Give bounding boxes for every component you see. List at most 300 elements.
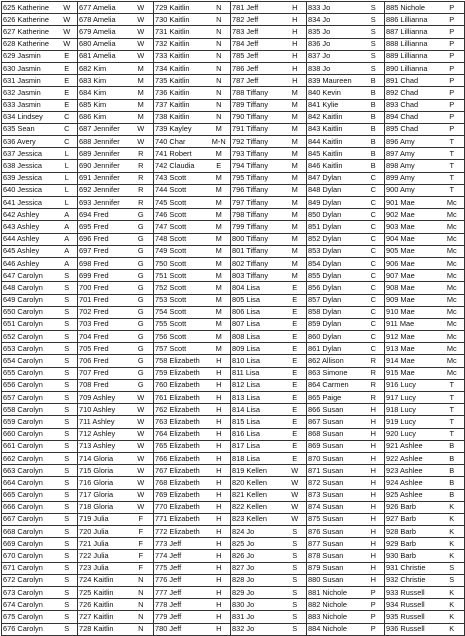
entry-name-cell: 911 Mae: [385, 318, 440, 330]
table-row: [2, 574, 465, 586]
table-row: [2, 75, 465, 87]
entry-name-cell: 851 Dylan: [307, 221, 363, 233]
entry-code-cell: H: [363, 440, 385, 452]
entry-name-cell: 664 Carolyn: [2, 477, 57, 489]
entry-code-cell: W: [57, 14, 78, 26]
table-row: [2, 148, 465, 160]
entry-code-cell: M: [284, 123, 307, 135]
entry-name-cell: 800 Tiffany: [231, 233, 284, 245]
entry-name-cell: 641 Jessica: [2, 197, 57, 209]
table-row: [2, 623, 465, 635]
entry-name-cell: 835 Jo: [307, 26, 363, 38]
entry-name-cell: 801 Tiffany: [231, 245, 284, 257]
entry-name-cell: 696 Fred: [78, 233, 129, 245]
entry-code-cell: H: [208, 501, 231, 513]
table-row: [2, 343, 465, 355]
entry-name-cell: 927 Barb: [385, 513, 440, 525]
entry-code-cell: G: [129, 343, 154, 355]
entry-code-cell: W: [57, 2, 78, 14]
entry-code-cell: M: [208, 318, 231, 330]
entry-name-cell: 839 Maureen: [307, 75, 363, 87]
entry-code-cell: S: [284, 587, 307, 599]
entry-name-cell: 807 Lisa: [231, 318, 284, 330]
entry-code-cell: S: [363, 14, 385, 26]
entry-name-cell: 771 Elizabeth: [154, 513, 208, 525]
entry-code-cell: C: [363, 270, 385, 282]
entry-name-cell: 760 Elizabeth: [154, 379, 208, 391]
entry-name-cell: 900 Amy: [385, 184, 440, 196]
entry-name-cell: 846 Kaitlin: [307, 160, 363, 172]
entry-name-cell: 722 Julia: [78, 550, 129, 562]
entry-name-cell: 884 Nichole: [307, 623, 363, 635]
entry-name-cell: 786 Jeff: [231, 62, 284, 74]
entry-code-cell: E: [284, 440, 307, 452]
entry-name-cell: 688 Jennifer: [78, 136, 129, 148]
entry-name-cell: 805 Lisa: [231, 294, 284, 306]
entry-name-cell: 914 Mae: [385, 355, 440, 367]
entry-name-cell: 803 Tiffany: [231, 270, 284, 282]
table-row: [2, 318, 465, 330]
entry-code-cell: W: [129, 501, 154, 513]
entry-name-cell: 868 Susan: [307, 428, 363, 440]
entry-code-cell: N: [208, 62, 231, 74]
entry-code-cell: W: [284, 477, 307, 489]
entry-name-cell: 751 Scott: [154, 270, 208, 282]
entry-code-cell: A: [57, 257, 78, 269]
entry-name-cell: 628 Katherine: [2, 38, 57, 50]
table-row: [2, 306, 465, 318]
roster-table: [1, 1, 465, 636]
entry-code-cell: H: [208, 428, 231, 440]
entry-name-cell: 886 Lillianna: [385, 14, 440, 26]
entry-name-cell: 848 Dylan: [307, 184, 363, 196]
entry-name-cell: 897 Amy: [385, 148, 440, 160]
entry-code-cell: W: [129, 440, 154, 452]
entry-name-cell: 775 Jeff: [154, 562, 208, 574]
table-row: [2, 477, 465, 489]
entry-name-cell: 798 Tiffany: [231, 209, 284, 221]
entry-name-cell: 870 Susan: [307, 452, 363, 464]
entry-code-cell: P: [440, 50, 465, 62]
entry-code-cell: S: [440, 562, 465, 574]
entry-code-cell: K: [440, 538, 465, 550]
entry-name-cell: 842 Kaitlin: [307, 111, 363, 123]
entry-name-cell: 711 Ashley: [78, 416, 129, 428]
entry-name-cell: 909 Mae: [385, 294, 440, 306]
entry-code-cell: E: [284, 416, 307, 428]
entry-name-cell: 876 Susan: [307, 526, 363, 538]
entry-name-cell: 837 Jo: [307, 50, 363, 62]
entry-name-cell: 917 Lucy: [385, 392, 440, 404]
entry-code-cell: N: [129, 623, 154, 635]
entry-name-cell: 759 Elizabeth: [154, 367, 208, 379]
entry-code-cell: H: [208, 416, 231, 428]
entry-name-cell: 857 Dylan: [307, 294, 363, 306]
entry-code-cell: T: [440, 428, 465, 440]
entry-code-cell: F: [129, 513, 154, 525]
entry-code-cell: G: [129, 282, 154, 294]
table-row: [2, 221, 465, 233]
entry-name-cell: 678 Amelia: [78, 14, 129, 26]
entry-name-cell: 702 Fred: [78, 306, 129, 318]
table-row: [2, 160, 465, 172]
entry-name-cell: 891 Chad: [385, 75, 440, 87]
entry-code-cell: M: [208, 282, 231, 294]
entry-name-cell: 672 Carolyn: [2, 574, 57, 586]
entry-name-cell: 746 Scott: [154, 209, 208, 221]
entry-name-cell: 707 Fred: [78, 367, 129, 379]
entry-name-cell: 780 Jeff: [154, 623, 208, 635]
table-row: [2, 404, 465, 416]
entry-name-cell: 642 Ashley: [2, 209, 57, 221]
entry-name-cell: 723 Julia: [78, 562, 129, 574]
entry-code-cell: H: [284, 14, 307, 26]
entry-code-cell: W: [129, 392, 154, 404]
entry-code-cell: P: [440, 99, 465, 111]
table-row: [2, 550, 465, 562]
entry-name-cell: 727 Kaitlin: [78, 611, 129, 623]
entry-code-cell: P: [440, 38, 465, 50]
entry-name-cell: 690 Jennifer: [78, 160, 129, 172]
table-row: [2, 87, 465, 99]
entry-name-cell: 850 Dylan: [307, 209, 363, 221]
entry-code-cell: S: [57, 562, 78, 574]
entry-name-cell: 657 Carolyn: [2, 392, 57, 404]
entry-code-cell: B: [363, 148, 385, 160]
entry-name-cell: 699 Fred: [78, 270, 129, 282]
entry-code-cell: S: [363, 26, 385, 38]
entry-name-cell: 670 Carolyn: [2, 550, 57, 562]
entry-name-cell: 926 Barb: [385, 501, 440, 513]
table-row: [2, 172, 465, 184]
entry-name-cell: 888 Lillianna: [385, 38, 440, 50]
entry-code-cell: H: [363, 477, 385, 489]
entry-name-cell: 781 Jeff: [231, 2, 284, 14]
entry-name-cell: 706 Fred: [78, 355, 129, 367]
entry-code-cell: P: [440, 2, 465, 14]
entry-code-cell: K: [440, 599, 465, 611]
entry-code-cell: B: [363, 87, 385, 99]
entry-code-cell: H: [284, 38, 307, 50]
entry-name-cell: 774 Jeff: [154, 550, 208, 562]
entry-code-cell: W: [129, 2, 154, 14]
entry-code-cell: L: [57, 197, 78, 209]
entry-name-cell: 935 Russell: [385, 611, 440, 623]
entry-code-cell: B: [363, 99, 385, 111]
entry-name-cell: 907 Mae: [385, 270, 440, 282]
entry-code-cell: M: [284, 87, 307, 99]
entry-code-cell: M: [284, 111, 307, 123]
entry-name-cell: 738 Kaitlin: [154, 111, 208, 123]
entry-code-cell: M: [284, 221, 307, 233]
entry-name-cell: 821 Kellen: [231, 489, 284, 501]
table-row: [2, 392, 465, 404]
entry-name-cell: 730 Kaitlin: [154, 14, 208, 26]
entry-code-cell: Mc: [440, 245, 465, 257]
entry-name-cell: 922 Ashlee: [385, 452, 440, 464]
entry-code-cell: S: [57, 599, 78, 611]
entry-name-cell: 916 Lucy: [385, 379, 440, 391]
entry-name-cell: 663 Carolyn: [2, 465, 57, 477]
entry-name-cell: 629 Jasmin: [2, 50, 57, 62]
entry-name-cell: 894 Chad: [385, 111, 440, 123]
entry-code-cell: M: [284, 172, 307, 184]
entry-code-cell: G: [129, 209, 154, 221]
entry-name-cell: 815 Lisa: [231, 416, 284, 428]
table-row: [2, 611, 465, 623]
entry-code-cell: Mc: [440, 294, 465, 306]
entry-code-cell: S: [57, 343, 78, 355]
entry-name-cell: 921 Ashlee: [385, 440, 440, 452]
entry-code-cell: M-N: [208, 136, 231, 148]
entry-name-cell: 764 Elizabeth: [154, 428, 208, 440]
entry-name-cell: 864 Carmen: [307, 379, 363, 391]
entry-code-cell: R: [129, 160, 154, 172]
entry-code-cell: W: [284, 465, 307, 477]
entry-name-cell: 725 Kaitlin: [78, 587, 129, 599]
entry-name-cell: 869 Susan: [307, 440, 363, 452]
entry-code-cell: N: [129, 599, 154, 611]
entry-name-cell: 735 Kaitlin: [154, 75, 208, 87]
entry-code-cell: M: [208, 245, 231, 257]
entry-name-cell: 918 Lucy: [385, 404, 440, 416]
table-row: [2, 14, 465, 26]
entry-code-cell: E: [284, 379, 307, 391]
entry-code-cell: E: [284, 392, 307, 404]
entry-name-cell: 647 Carolyn: [2, 270, 57, 282]
entry-code-cell: L: [57, 172, 78, 184]
entry-code-cell: Mc: [440, 197, 465, 209]
entry-name-cell: 829 Jo: [231, 587, 284, 599]
entry-code-cell: H: [208, 367, 231, 379]
entry-code-cell: H: [208, 355, 231, 367]
entry-code-cell: N: [208, 75, 231, 87]
entry-code-cell: H: [208, 538, 231, 550]
entry-name-cell: 643 Ashley: [2, 221, 57, 233]
entry-name-cell: 856 Dylan: [307, 282, 363, 294]
entry-code-cell: G: [129, 306, 154, 318]
entry-name-cell: 636 Avery: [2, 136, 57, 148]
entry-code-cell: K: [440, 623, 465, 635]
entry-code-cell: M: [284, 160, 307, 172]
entry-code-cell: K: [440, 513, 465, 525]
entry-name-cell: 694 Fred: [78, 209, 129, 221]
entry-code-cell: H: [208, 404, 231, 416]
entry-name-cell: 645 Ashley: [2, 245, 57, 257]
entry-code-cell: E: [284, 452, 307, 464]
entry-name-cell: 748 Scott: [154, 233, 208, 245]
entry-code-cell: P: [440, 87, 465, 99]
entry-code-cell: S: [284, 574, 307, 586]
table-row: [2, 270, 465, 282]
entry-code-cell: S: [284, 550, 307, 562]
entry-code-cell: W: [129, 123, 154, 135]
entry-name-cell: 717 Gloria: [78, 489, 129, 501]
entry-code-cell: Mc: [440, 257, 465, 269]
entry-code-cell: M: [208, 343, 231, 355]
entry-name-cell: 915 Mae: [385, 367, 440, 379]
entry-code-cell: R: [363, 379, 385, 391]
entry-code-cell: Mc: [440, 355, 465, 367]
entry-code-cell: C: [363, 197, 385, 209]
entry-name-cell: 635 Sean: [2, 123, 57, 135]
entry-name-cell: 756 Scott: [154, 331, 208, 343]
entry-name-cell: 693 Jennifer: [78, 197, 129, 209]
entry-code-cell: M: [208, 270, 231, 282]
entry-code-cell: E: [284, 318, 307, 330]
entry-code-cell: G: [129, 257, 154, 269]
entry-code-cell: B: [440, 452, 465, 464]
entry-name-cell: 662 Carolyn: [2, 452, 57, 464]
entry-code-cell: G: [129, 331, 154, 343]
entry-name-cell: 826 Jo: [231, 550, 284, 562]
entry-code-cell: S: [57, 440, 78, 452]
entry-code-cell: G: [129, 221, 154, 233]
entry-name-cell: 804 Lisa: [231, 282, 284, 294]
entry-code-cell: C: [363, 245, 385, 257]
entry-code-cell: B: [440, 440, 465, 452]
entry-name-cell: 872 Susan: [307, 477, 363, 489]
entry-name-cell: 896 Amy: [385, 136, 440, 148]
entry-code-cell: S: [57, 501, 78, 513]
entry-code-cell: S: [57, 270, 78, 282]
entry-name-cell: 932 Christie: [385, 574, 440, 586]
entry-name-cell: 853 Dylan: [307, 245, 363, 257]
entry-code-cell: T: [440, 160, 465, 172]
entry-code-cell: H: [363, 428, 385, 440]
entry-name-cell: 859 Dylan: [307, 318, 363, 330]
entry-code-cell: Mc: [440, 318, 465, 330]
entry-name-cell: 898 Amy: [385, 160, 440, 172]
entry-name-cell: 651 Carolyn: [2, 318, 57, 330]
entry-name-cell: 931 Christie: [385, 562, 440, 574]
entry-name-cell: 905 Mae: [385, 245, 440, 257]
entry-code-cell: L: [57, 184, 78, 196]
entry-name-cell: 709 Ashley: [78, 392, 129, 404]
entry-code-cell: E: [57, 75, 78, 87]
entry-code-cell: B: [363, 160, 385, 172]
entry-name-cell: 879 Susan: [307, 562, 363, 574]
entry-code-cell: M: [284, 136, 307, 148]
entry-name-cell: 669 Carolyn: [2, 538, 57, 550]
table-row: [2, 440, 465, 452]
entry-code-cell: S: [57, 452, 78, 464]
entry-code-cell: T: [440, 172, 465, 184]
table-row: [2, 197, 465, 209]
entry-name-cell: 644 Ashley: [2, 233, 57, 245]
table-row: [2, 465, 465, 477]
entry-code-cell: P: [363, 623, 385, 635]
entry-name-cell: 822 Kellen: [231, 501, 284, 513]
entry-code-cell: H: [284, 50, 307, 62]
entry-code-cell: W: [129, 136, 154, 148]
entry-code-cell: P: [440, 14, 465, 26]
entry-name-cell: 791 Tiffany: [231, 123, 284, 135]
entry-code-cell: F: [129, 562, 154, 574]
entry-name-cell: 712 Ashley: [78, 428, 129, 440]
entry-code-cell: M: [284, 245, 307, 257]
table-row: [2, 233, 465, 245]
entry-name-cell: 814 Lisa: [231, 404, 284, 416]
entry-name-cell: 871 Susan: [307, 465, 363, 477]
entry-name-cell: 719 Julia: [78, 513, 129, 525]
entry-name-cell: 737 Kaitlin: [154, 99, 208, 111]
entry-name-cell: 928 Barb: [385, 526, 440, 538]
table-row: [2, 123, 465, 135]
table-row: [2, 538, 465, 550]
table-row: [2, 428, 465, 440]
entry-code-cell: P: [363, 599, 385, 611]
entry-code-cell: G: [129, 294, 154, 306]
entry-code-cell: H: [363, 562, 385, 574]
entry-code-cell: H: [363, 465, 385, 477]
entry-name-cell: 802 Tiffany: [231, 257, 284, 269]
entry-name-cell: 736 Kaitlin: [154, 87, 208, 99]
entry-name-cell: 794 Tiffany: [231, 160, 284, 172]
entry-code-cell: S: [57, 331, 78, 343]
entry-code-cell: C: [363, 257, 385, 269]
entry-name-cell: 823 Kellen: [231, 513, 284, 525]
entry-name-cell: 863 Simone: [307, 367, 363, 379]
entry-name-cell: 793 Tiffany: [231, 148, 284, 160]
entry-code-cell: C: [363, 209, 385, 221]
entry-code-cell: E: [208, 160, 231, 172]
entry-name-cell: 834 Jo: [307, 14, 363, 26]
entry-code-cell: G: [129, 270, 154, 282]
entry-name-cell: 913 Mae: [385, 343, 440, 355]
entry-code-cell: S: [57, 611, 78, 623]
entry-name-cell: 721 Julia: [78, 538, 129, 550]
entry-name-cell: 639 Jessica: [2, 172, 57, 184]
entry-code-cell: H: [363, 416, 385, 428]
entry-name-cell: 858 Dylan: [307, 306, 363, 318]
entry-code-cell: C: [363, 282, 385, 294]
entry-code-cell: W: [129, 465, 154, 477]
entry-name-cell: 930 Barb: [385, 550, 440, 562]
entry-code-cell: M: [284, 148, 307, 160]
entry-code-cell: Mc: [440, 367, 465, 379]
entry-code-cell: C: [363, 172, 385, 184]
entry-name-cell: 752 Scott: [154, 282, 208, 294]
entry-code-cell: H: [363, 538, 385, 550]
entry-name-cell: 881 Nichole: [307, 587, 363, 599]
entry-name-cell: 845 Kaitlin: [307, 148, 363, 160]
entry-name-cell: 762 Elizabeth: [154, 404, 208, 416]
entry-name-cell: 893 Chad: [385, 99, 440, 111]
entry-name-cell: 796 Tiffany: [231, 184, 284, 196]
entry-name-cell: 633 Jasmin: [2, 99, 57, 111]
entry-code-cell: E: [284, 294, 307, 306]
entry-name-cell: 790 Tiffany: [231, 111, 284, 123]
entry-code-cell: W: [284, 513, 307, 525]
entry-code-cell: E: [284, 306, 307, 318]
entry-name-cell: 773 Jeff: [154, 538, 208, 550]
entry-code-cell: R: [129, 197, 154, 209]
entry-name-cell: 770 Elizabeth: [154, 501, 208, 513]
entry-code-cell: H: [208, 574, 231, 586]
entry-code-cell: M: [208, 294, 231, 306]
entry-name-cell: 697 Fred: [78, 245, 129, 257]
entry-name-cell: 692 Jennifer: [78, 184, 129, 196]
entry-name-cell: 761 Elizabeth: [154, 392, 208, 404]
entry-name-cell: 655 Carolyn: [2, 367, 57, 379]
entry-code-cell: G: [129, 355, 154, 367]
entry-name-cell: 648 Carolyn: [2, 282, 57, 294]
table-row: [2, 294, 465, 306]
entry-name-cell: 745 Scott: [154, 197, 208, 209]
entry-name-cell: 753 Scott: [154, 294, 208, 306]
entry-name-cell: 701 Fred: [78, 294, 129, 306]
